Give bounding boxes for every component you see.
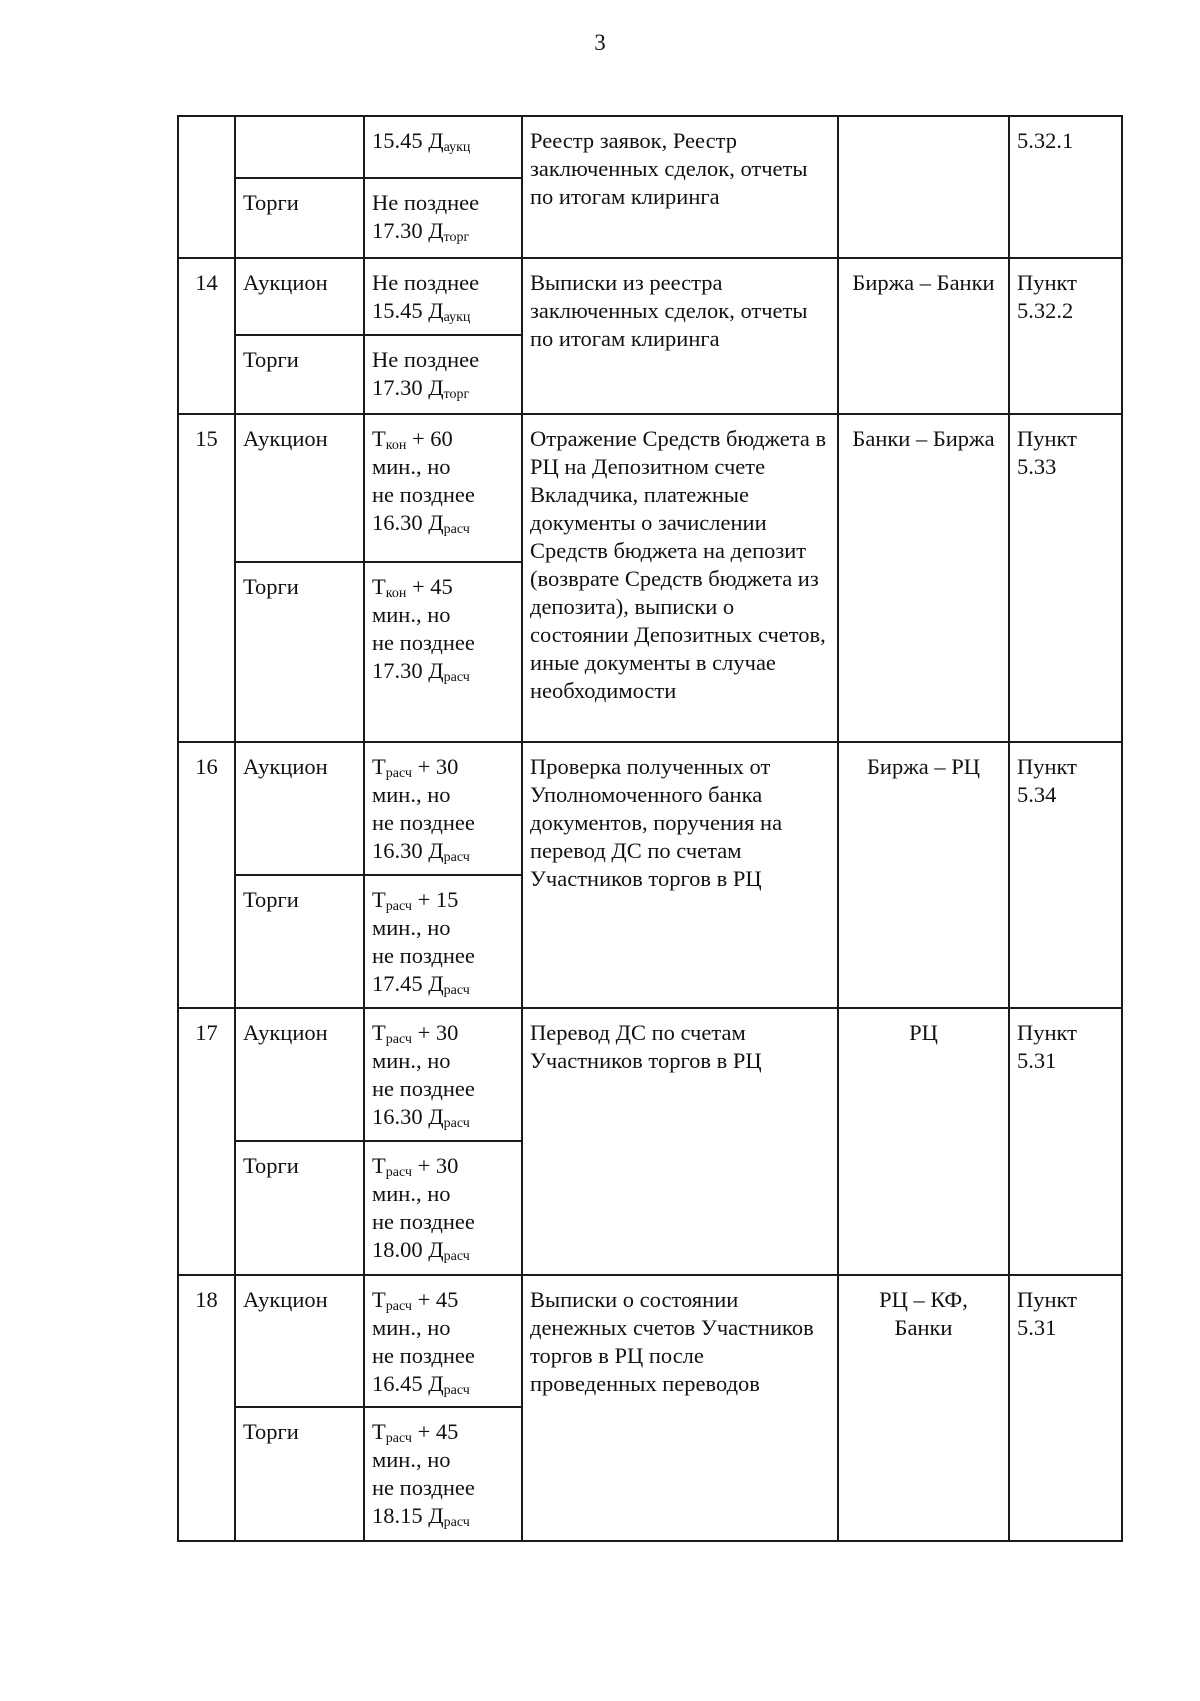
time-cell: Не позднее 15.45 $Д_{аукц}$ (364, 258, 522, 335)
time-cell: $Т_{расч} + 45$ мин., но не позднее 16.45 $Д_{расч}$ (364, 1275, 522, 1407)
parties-cell: РЦ – КФ, Банки (838, 1275, 1009, 1541)
mode-cell: Торги (235, 562, 364, 742)
parties-cell: РЦ (838, 1008, 1009, 1275)
time-cell: $Т_{расч} + 15$ мин., но не позднее 17.45 $Д_{расч}$ (364, 875, 522, 1008)
description-cell: Выписки о состоянии денежных счетов Участников торгов в РЦ после проведенных переводов (522, 1275, 838, 1541)
clause-cell: Пункт 5.31 (1009, 1275, 1122, 1541)
time-cell: $Т_{расч} + 30$ мин., но не позднее 16.30 $Д_{расч}$ (364, 742, 522, 875)
table-row (178, 414, 1122, 562)
parties-cell (838, 116, 1009, 258)
clause-cell: Пункт 5.31 (1009, 1008, 1122, 1275)
mode-cell: Аукцион (235, 1008, 364, 1141)
description-cell: Реестр заявок, Реестр заключенных сделок, отчеты по итогам клиринга (522, 116, 838, 258)
time-cell: Не позднее 17.30 $Д_{торг}$ (364, 335, 522, 414)
row-number-cell: 17 (178, 1008, 235, 1275)
parties-cell: Банки – Биржа (838, 414, 1009, 742)
row-number-cell: 18 (178, 1275, 235, 1541)
table-row (178, 742, 1122, 875)
mode-cell: Аукцион (235, 414, 364, 562)
time-cell: $Т_{кон} + 45$ мин., но не позднее 17.30 $Д_{расч}$ (364, 562, 522, 742)
description-cell: Выписки из реестра заключенных сделок, отчеты по итогам клиринга (522, 258, 838, 414)
mode-cell: Аукцион (235, 258, 364, 335)
clause-cell: Пункт 5.32.2 (1009, 258, 1122, 414)
page-number: 3 (594, 30, 606, 55)
mode-cell (235, 116, 364, 178)
table-row (178, 1008, 1122, 1141)
table-row (178, 258, 1122, 335)
clause-cell: 5.32.1 (1009, 116, 1122, 258)
time-cell: $Т_{кон} + 60$ мин., но не позднее 16.30 $Д_{расч}$ (364, 414, 522, 562)
mode-cell: Торги (235, 1407, 364, 1541)
description-cell: Перевод ДС по счетам Участников торгов в РЦ (522, 1008, 838, 1275)
row-number-cell: 16 (178, 742, 235, 1008)
clause-cell: Пункт 5.33 (1009, 414, 1122, 742)
mode-cell: Аукцион (235, 742, 364, 875)
row-number-cell: 15 (178, 414, 235, 742)
clause-cell: Пункт 5.34 (1009, 742, 1122, 1008)
schedule-table (177, 115, 1123, 1542)
mode-cell: Торги (235, 1141, 364, 1275)
mode-cell: Торги (235, 875, 364, 1008)
mode-cell: Торги (235, 178, 364, 258)
description-cell: Отражение Средств бюджета в РЦ на Депозитном счете Вкладчика, платежные документы о зачислении Средств бюджета на депозит (возврате Средств бюджета из депозита), выписки о состоянии Депозитных счетов, иные документы в случае необходимости (522, 414, 838, 742)
description-cell: Проверка полученных от Уполномоченного банка документов, поручения на перевод ДС по счетам Участников торгов в РЦ (522, 742, 838, 1008)
time-cell: $Т_{расч} + 45$ мин., но не позднее 18.15 $Д_{расч}$ (364, 1407, 522, 1541)
time-cell: $Т_{расч} + 30$ мин., но не позднее 18.00 $Д_{расч}$ (364, 1141, 522, 1275)
time-cell: Не позднее 17.30 $Д_{торг}$ (364, 178, 522, 258)
mode-cell: Аукцион (235, 1275, 364, 1407)
row-number-cell: 14 (178, 258, 235, 414)
table-row (178, 1275, 1122, 1407)
time-cell: $Т_{расч} + 30$ мин., но не позднее 16.30 $Д_{расч}$ (364, 1008, 522, 1141)
row-number-cell (178, 116, 235, 258)
time-cell: 15.45 $Д_{аукц}$ (364, 116, 522, 178)
table-row (178, 116, 1122, 178)
parties-cell: Биржа – РЦ (838, 742, 1009, 1008)
mode-cell: Торги (235, 335, 364, 414)
parties-cell: Биржа – Банки (838, 258, 1009, 414)
